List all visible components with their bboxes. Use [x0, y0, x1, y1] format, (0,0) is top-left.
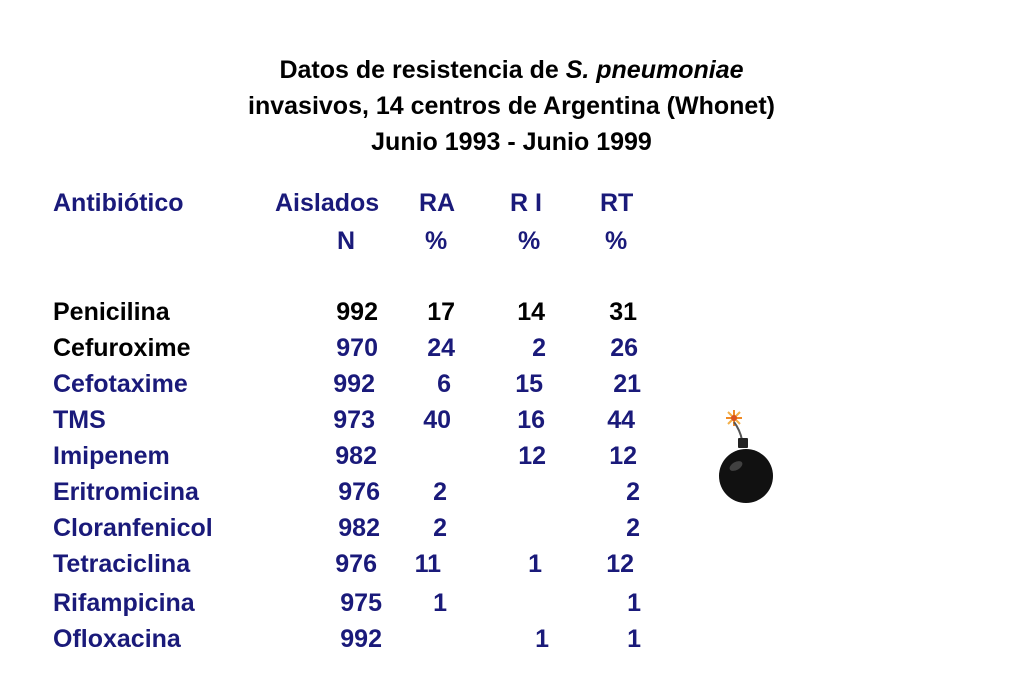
- row-rifampicina-n: 975: [340, 589, 382, 617]
- row-tms-ra: 40: [423, 406, 451, 434]
- row-penicilina-rt: 31: [609, 298, 637, 326]
- row-tms-n: 973: [333, 406, 375, 434]
- title-species: S. pneumoniae: [565, 56, 744, 84]
- row-cloranfenicol-n: 982: [338, 514, 380, 542]
- bomb-icon: [712, 408, 782, 508]
- title-line-2: invasivos, 14 centros de Argentina (Whonet): [248, 92, 775, 120]
- row-eritromicina-n: 976: [338, 478, 380, 506]
- header-ri-unit: %: [518, 227, 541, 255]
- row-tms-ri: 16: [517, 406, 545, 434]
- row-cefotaxime-n: 992: [333, 370, 375, 398]
- title-line-1-prefix: Datos de resistencia de: [279, 56, 566, 84]
- row-rifampicina-name: Rifampicina: [53, 589, 195, 617]
- row-cefotaxime-ri: 15: [515, 370, 543, 398]
- row-cloranfenicol-rt: 2: [626, 514, 640, 542]
- row-ofloxacina-ri: 1: [535, 625, 549, 653]
- row-ofloxacina-name: Ofloxacina: [53, 625, 181, 653]
- row-tetraciclina-ra: 11: [414, 550, 441, 578]
- header-isolates: Aislados: [275, 189, 380, 217]
- row-cloranfenicol-name: Cloranfenicol: [53, 514, 213, 542]
- row-tms-rt: 44: [607, 406, 635, 434]
- header-ra: RA: [419, 189, 456, 217]
- row-rifampicina-ra: 1: [433, 589, 447, 617]
- header-isolates-unit: N: [337, 227, 356, 255]
- row-cefuroxime-n: 970: [336, 334, 378, 362]
- row-penicilina-name: Penicilina: [53, 298, 170, 326]
- row-penicilina-n: 992: [336, 298, 378, 326]
- row-eritromicina-rt: 2: [626, 478, 640, 506]
- row-penicilina-ri: 14: [517, 298, 545, 326]
- row-tetraciclina-n: 976: [335, 550, 377, 578]
- row-imipenem-rt: 12: [609, 442, 637, 470]
- title-line-3: Junio 1993 - Junio 1999: [371, 128, 652, 156]
- row-cefuroxime-rt: 26: [610, 334, 638, 362]
- row-imipenem-n: 982: [335, 442, 377, 470]
- row-ofloxacina-rt: 1: [627, 625, 641, 653]
- header-antibiotic: Antibiótico: [53, 189, 184, 217]
- row-imipenem-name: Imipenem: [53, 442, 170, 470]
- header-rt-unit: %: [605, 227, 628, 255]
- row-rifampicina-rt: 1: [627, 589, 641, 617]
- row-ofloxacina-n: 992: [340, 625, 382, 653]
- row-eritromicina-ra: 2: [433, 478, 447, 506]
- header-ra-unit: %: [425, 227, 448, 255]
- row-imipenem-ri: 12: [518, 442, 546, 470]
- row-tetraciclina-rt: 12: [606, 550, 634, 578]
- row-cloranfenicol-ra: 2: [433, 514, 447, 542]
- row-cefotaxime-name: Cefotaxime: [53, 370, 188, 398]
- header-ri: R I: [510, 189, 542, 217]
- row-tetraciclina-ri: 1: [528, 550, 542, 578]
- row-tetraciclina-name: Tetraciclina: [53, 550, 191, 578]
- row-cefuroxime-ra: 24: [427, 334, 455, 362]
- row-eritromicina-name: Eritromicina: [53, 478, 199, 506]
- row-penicilina-ra: 17: [427, 298, 455, 326]
- row-cefuroxime-ri: 2: [532, 334, 546, 362]
- row-cefotaxime-rt: 21: [613, 370, 641, 398]
- row-cefotaxime-ra: 6: [437, 370, 451, 398]
- row-tms-name: TMS: [53, 406, 106, 434]
- header-rt: RT: [600, 189, 634, 217]
- row-cefuroxime-name: Cefuroxime: [53, 334, 191, 362]
